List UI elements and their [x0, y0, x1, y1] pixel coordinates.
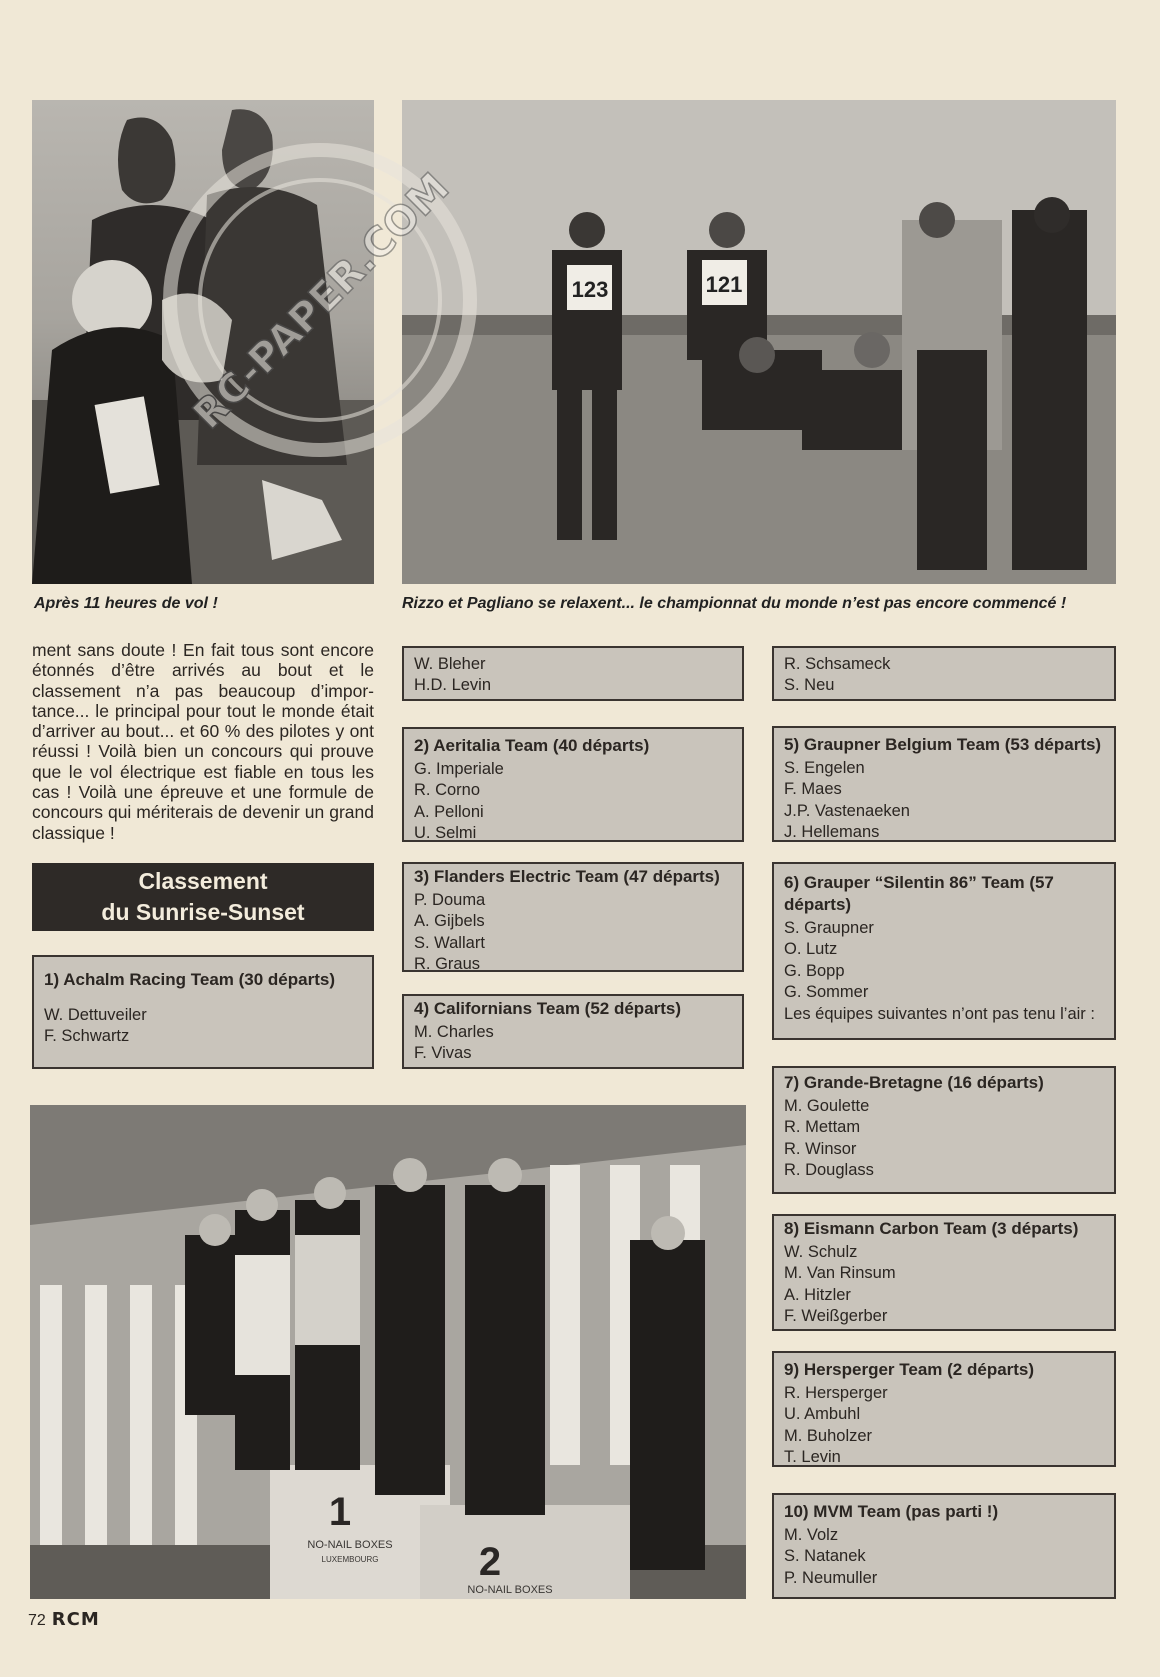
team-member: J. Hellemans	[784, 823, 880, 842]
section-header-line-1: Classement	[138, 868, 268, 894]
team-title: 8) Eismann Carbon Team (3 départs)	[784, 1219, 1079, 1238]
page-folio	[28, 1609, 100, 1630]
podium-banner-right: NO-NAIL BOXES	[467, 1584, 553, 1596]
team-member: F. Vivas	[414, 1044, 472, 1063]
team-member: R. Graus	[414, 955, 481, 974]
team-member: S. Natanek	[784, 1547, 866, 1566]
team-member: M. Goulette	[784, 1097, 870, 1115]
team-member: R. Corno	[414, 781, 481, 800]
team-box-6	[772, 862, 1116, 1040]
section-header-classement	[32, 863, 374, 931]
team-title: 9) Hersperger Team (2 départs)	[784, 1360, 1035, 1379]
magazine-logo: RCM	[51, 1609, 100, 1630]
team-box-7	[772, 1066, 1116, 1194]
team-member: H.D. Levin	[414, 676, 492, 695]
team-box-2	[402, 727, 744, 842]
team-title: 2) Aeritalia Team (40 départs)	[414, 736, 650, 755]
bib-123: 123	[571, 277, 609, 302]
team-member: M. Charles	[414, 1023, 494, 1041]
team-member: W. Dettuveiler	[44, 1006, 147, 1024]
team-title: 10) MVM Team (pas parti !)	[784, 1502, 999, 1521]
podium-number-1: 1	[328, 1490, 352, 1534]
page-number: 72	[28, 1612, 46, 1629]
team-title: 3) Flanders Electric Team (47 départs)	[414, 867, 720, 886]
team-box-1	[32, 955, 374, 1069]
team-member: U. Ambuhl	[784, 1405, 861, 1424]
team-box-4	[402, 994, 744, 1069]
bib-121: 121	[705, 272, 743, 297]
team-member: G. Imperiale	[414, 760, 504, 778]
caption-photo-2: Rizzo et Pagliano se relaxent... le championnat du monde n’est pas encore commencé !	[402, 595, 1067, 612]
photo-podium	[30, 1105, 746, 1599]
team-member: G. Sommer	[784, 983, 869, 1002]
photo-rizzo-pagliano	[402, 100, 1116, 584]
podium-banner-left-sub: LUXEMBOURG	[321, 1555, 379, 1564]
rc-paper-watermark	[140, 120, 500, 480]
team-member: S. Wallart	[414, 933, 485, 952]
team-member: M. Volz	[784, 1526, 839, 1544]
team-member: S. Engelen	[784, 759, 865, 777]
team-box-continuation-4	[772, 646, 1116, 701]
podium-banner-left: NO-NAIL BOXES	[307, 1539, 393, 1551]
team-title: 5) Graupner Belgium Team (53 départs)	[784, 735, 1102, 754]
team-member: U. Selmi	[414, 824, 477, 843]
watermark-text: RC-PAPER.COM	[184, 164, 459, 439]
team-title: 6) Grauper “Silentin 86” Team (57 départs)	[784, 873, 1054, 914]
team-member: W. Schulz	[784, 1243, 858, 1261]
team-box-8	[772, 1214, 1116, 1331]
team-member: J.P. Vastenaeken	[784, 801, 910, 820]
team-member: W. Bleher	[414, 655, 486, 673]
team-member: R. Hersperger	[784, 1384, 888, 1402]
team-box-3	[402, 862, 744, 972]
team-member: M. Buholzer	[784, 1426, 873, 1445]
team-member: T. Levin	[784, 1448, 841, 1467]
team-member: P. Douma	[414, 891, 486, 909]
team-member: O. Lutz	[784, 940, 838, 959]
team-member: A. Pelloni	[414, 802, 484, 821]
team-member: R. Mettam	[784, 1118, 861, 1137]
team-member: F. Maes	[784, 780, 842, 799]
team-member: A. Hitzler	[784, 1285, 851, 1304]
team-box-10	[772, 1493, 1116, 1599]
team-title: 1) Achalm Racing Team (30 départs)	[44, 970, 335, 989]
article-body-text: ment sans doute ! En fait tous sont encore étonnés d’être arrivés au bout et le classement n’a pas beaucoup d’impor-tance... le principal pour tout le monde était d’arriver au bout... et 60 % des pilotes y ont réussi ! Voilà bien un concours qui prouve que le vol électrique est fiable en tous les cas ! Voilà une épreuve et une formule de concours qui mériterais de devenir un grand classique !	[32, 640, 374, 843]
podium-number-2: 2	[478, 1540, 502, 1584]
team-note: Les équipes suivantes n’ont pas tenu l’air :	[784, 1004, 1095, 1023]
team-member: R. Douglass	[784, 1161, 874, 1180]
team-member: S. Graupner	[784, 919, 874, 937]
team-title: 4) Californians Team (52 départs)	[414, 999, 682, 1018]
team-box-9	[772, 1351, 1116, 1467]
team-member: A. Gijbels	[414, 912, 485, 931]
team-member: S. Neu	[784, 676, 835, 695]
team-member: F. Schwartz	[44, 1027, 130, 1046]
team-member: R. Schsameck	[784, 655, 891, 673]
team-member: P. Neumuller	[784, 1568, 878, 1587]
team-member: F. Weißgerber	[784, 1307, 888, 1326]
caption-photo-1: Après 11 heures de vol !	[34, 595, 218, 612]
team-member: G. Bopp	[784, 961, 845, 980]
team-member: M. Van Rinsum	[784, 1264, 896, 1283]
team-box-continuation-1	[402, 646, 744, 701]
section-header-line-2: du Sunrise-Sunset	[101, 899, 305, 925]
team-title: 7) Grande-Bretagne (16 départs)	[784, 1073, 1044, 1092]
team-member: R. Winsor	[784, 1139, 857, 1158]
team-box-5	[772, 726, 1116, 842]
